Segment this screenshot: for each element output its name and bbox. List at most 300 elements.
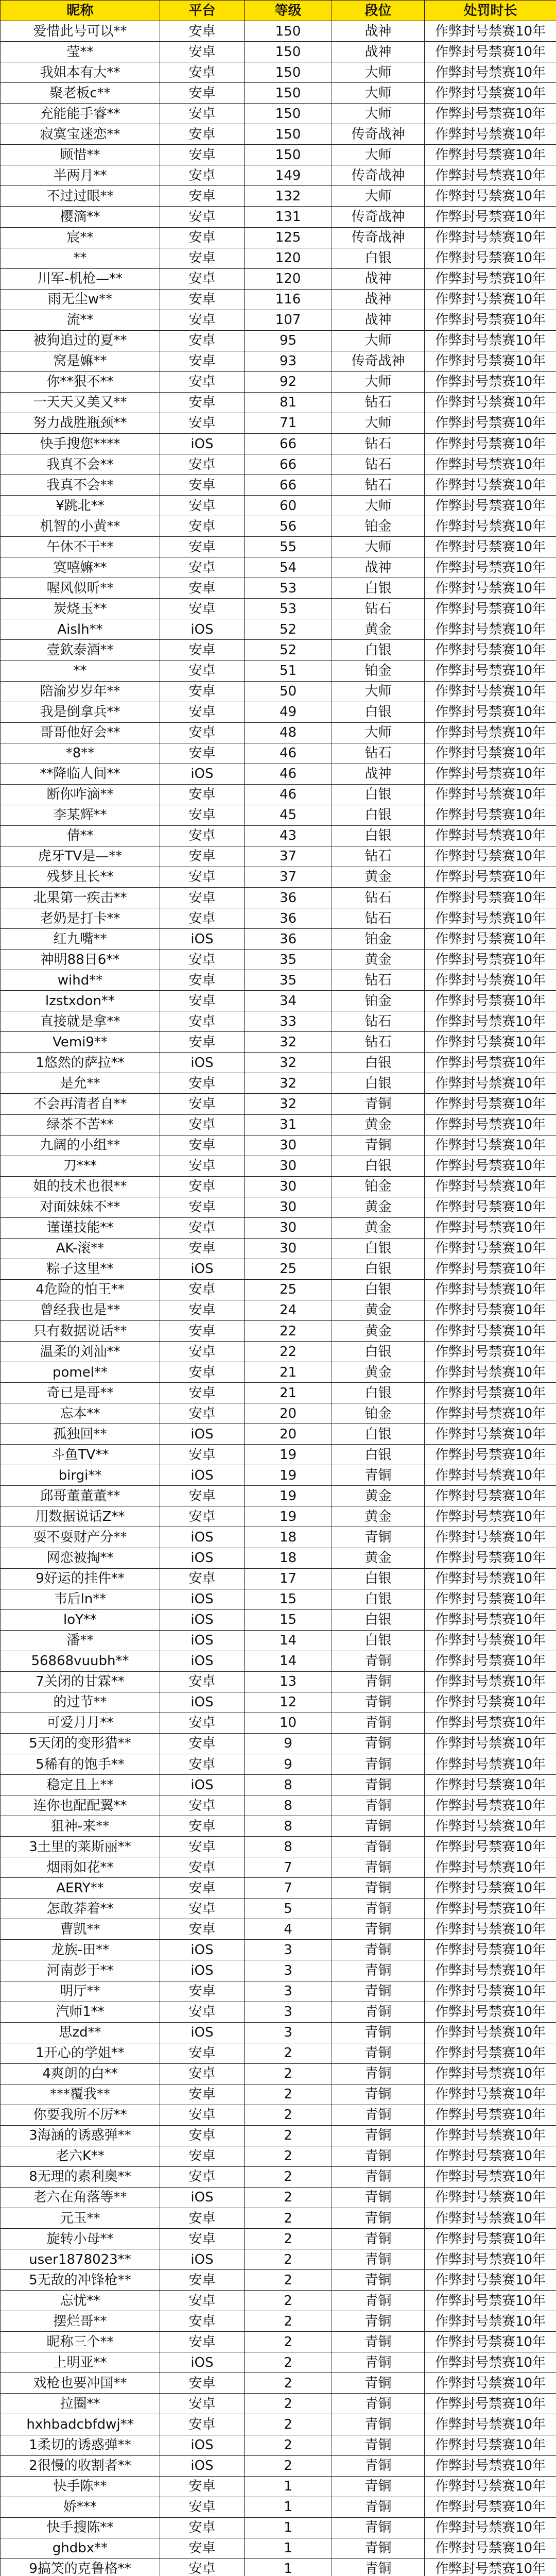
- table-row: [1, 1321, 556, 1342]
- cell-nickname: 汽师1**: [1, 2002, 160, 2022]
- cell-penalty: 作弊封号禁赛10年: [425, 2414, 556, 2435]
- cell-platform: 安卓: [160, 1795, 245, 1816]
- cell-penalty: 作弊封号禁赛10年: [425, 1445, 556, 1465]
- cell-rank: 大师: [332, 681, 425, 702]
- cell-level: 2: [245, 2352, 332, 2373]
- table-row: [1, 660, 556, 681]
- cell-penalty: 作弊封号禁赛10年: [425, 970, 556, 991]
- cell-nickname: 雨无尘w**: [1, 289, 160, 310]
- cell-rank: 青铜: [332, 2249, 425, 2270]
- cell-platform: 安卓: [160, 1383, 245, 1403]
- table-row: [1, 2538, 556, 2558]
- table-row: [1, 1775, 556, 1795]
- cell-rank: 黄金: [332, 1217, 425, 1238]
- cell-level: 32: [245, 1073, 332, 1094]
- cell-rank: 白银: [332, 1238, 425, 1259]
- cell-level: 2: [245, 2105, 332, 2125]
- cell-nickname: 绿茶不苦**: [1, 1114, 160, 1135]
- cell-level: 8: [245, 1816, 332, 1837]
- cell-level: 150: [245, 62, 332, 83]
- cell-nickname: 我真不会**: [1, 475, 160, 496]
- cell-platform: iOS: [160, 1548, 245, 1568]
- cell-rank: 青铜: [332, 2311, 425, 2332]
- cell-rank: 钻石: [332, 908, 425, 929]
- cell-platform: 安卓: [160, 1135, 245, 1156]
- cell-platform: 安卓: [160, 784, 245, 805]
- cell-platform: 安卓: [160, 1568, 245, 1589]
- cell-level: 19: [245, 1506, 332, 1527]
- cell-penalty: 作弊封号禁赛10年: [425, 1197, 556, 1217]
- cell-rank: 钻石: [332, 970, 425, 991]
- cell-level: 150: [245, 42, 332, 62]
- cell-platform: iOS: [160, 1053, 245, 1073]
- cell-nickname: 李某辉**: [1, 805, 160, 825]
- table-row: [1, 846, 556, 867]
- cell-platform: 安卓: [160, 1300, 245, 1320]
- cell-platform: 安卓: [160, 1011, 245, 1032]
- cell-nickname: 只有数据说话**: [1, 1321, 160, 1342]
- cell-nickname: **降临人间**: [1, 764, 160, 784]
- cell-rank: 钻石: [332, 475, 425, 496]
- table-row: [1, 2291, 556, 2311]
- cell-platform: 安卓: [160, 2538, 245, 2558]
- cell-platform: 安卓: [160, 1671, 245, 1692]
- table-row: [1, 2146, 556, 2166]
- table-row: [1, 62, 556, 83]
- cell-rank: 大师: [332, 186, 425, 207]
- cell-nickname: 邱哥董董董**: [1, 1486, 160, 1506]
- cell-nickname: 9好运的挂件**: [1, 1568, 160, 1589]
- cell-penalty: 作弊封号禁赛10年: [425, 1053, 556, 1073]
- cell-rank: 青铜: [332, 2146, 425, 2166]
- table-row: [1, 83, 556, 104]
- cell-level: 13: [245, 1671, 332, 1692]
- cell-penalty: 作弊封号禁赛10年: [425, 2311, 556, 2332]
- cell-rank: 白银: [332, 1259, 425, 1279]
- cell-platform: 安卓: [160, 1403, 245, 1424]
- cell-platform: iOS: [160, 2352, 245, 2373]
- cell-platform: 安卓: [160, 1445, 245, 1465]
- cell-nickname: 戏枪也要冲国**: [1, 2373, 160, 2394]
- cell-nickname: Aislh**: [1, 619, 160, 640]
- cell-level: 43: [245, 825, 332, 846]
- header-rank: 段位: [332, 1, 425, 21]
- cell-penalty: 作弊封号禁赛10年: [425, 1568, 556, 1589]
- table-row: [1, 268, 556, 289]
- cell-platform: 安卓: [160, 1837, 245, 1857]
- cell-penalty: 作弊封号禁赛10年: [425, 1754, 556, 1774]
- table-row: [1, 2332, 556, 2352]
- cell-rank: 青铜: [332, 1671, 425, 1692]
- cell-level: 1: [245, 2517, 332, 2538]
- cell-level: 46: [245, 784, 332, 805]
- table-row: [1, 557, 556, 578]
- cell-rank: 白银: [332, 825, 425, 846]
- cell-rank: 白银: [332, 1156, 425, 1176]
- cell-nickname: 对面妹妹不**: [1, 1197, 160, 1217]
- cell-penalty: 作弊封号禁赛10年: [425, 62, 556, 83]
- cell-platform: 安卓: [160, 165, 245, 186]
- cell-level: 125: [245, 227, 332, 248]
- cell-penalty: 作弊封号禁赛10年: [425, 929, 556, 950]
- table-row: [1, 1981, 556, 2002]
- table-row: [1, 640, 556, 660]
- cell-platform: 安卓: [160, 1362, 245, 1383]
- table-row: [1, 2435, 556, 2455]
- cell-platform: 安卓: [160, 2270, 245, 2291]
- cell-rank: 青铜: [332, 2105, 425, 2125]
- cell-nickname: 莹**: [1, 42, 160, 62]
- cell-penalty: 作弊封号禁赛10年: [425, 888, 556, 908]
- cell-platform: 安卓: [160, 186, 245, 207]
- table-row: [1, 2249, 556, 2270]
- cell-rank: 大师: [332, 371, 425, 392]
- cell-platform: iOS: [160, 764, 245, 784]
- table-row: [1, 1424, 556, 1445]
- cell-nickname: 川军-机枪—**: [1, 268, 160, 289]
- table-row: [1, 1300, 556, 1320]
- cell-penalty: 作弊封号禁赛10年: [425, 2043, 556, 2063]
- cell-rank: 黄金: [332, 1362, 425, 1383]
- cell-level: 54: [245, 557, 332, 578]
- cell-penalty: 作弊封号禁赛10年: [425, 207, 556, 227]
- cell-platform: 安卓: [160, 1114, 245, 1135]
- table-row: [1, 1568, 556, 1589]
- cell-nickname: 旋转小母**: [1, 2229, 160, 2249]
- cell-nickname: *8**: [1, 743, 160, 764]
- cell-penalty: 作弊封号禁赛10年: [425, 2476, 556, 2497]
- cell-platform: 安卓: [160, 2291, 245, 2311]
- table-row: [1, 1217, 556, 1238]
- cell-level: 21: [245, 1362, 332, 1383]
- cell-rank: 大师: [332, 413, 425, 433]
- cell-rank: 青铜: [332, 2002, 425, 2022]
- table-row: [1, 1176, 556, 1197]
- cell-level: 2: [245, 2187, 332, 2208]
- cell-penalty: 作弊封号禁赛10年: [425, 1135, 556, 1156]
- cell-penalty: 作弊封号禁赛10年: [425, 599, 556, 619]
- table-body: [1, 21, 556, 2576]
- table-row: [1, 1816, 556, 1837]
- cell-level: 66: [245, 475, 332, 496]
- cell-level: 150: [245, 21, 332, 42]
- cell-level: 2: [245, 2229, 332, 2249]
- cell-platform: 安卓: [160, 454, 245, 475]
- cell-level: 3: [245, 1940, 332, 1960]
- cell-rank: 青铜: [332, 1981, 425, 2002]
- cell-platform: 安卓: [160, 1754, 245, 1774]
- cell-rank: 青铜: [332, 2497, 425, 2517]
- cell-level: 50: [245, 681, 332, 702]
- cell-platform: 安卓: [160, 805, 245, 825]
- cell-nickname: 炭烧玉**: [1, 599, 160, 619]
- cell-level: 2: [245, 2249, 332, 2270]
- cell-platform: 安卓: [160, 1073, 245, 1094]
- cell-nickname: birgi**: [1, 1465, 160, 1486]
- cell-rank: 白银: [332, 1053, 425, 1073]
- cell-platform: 安卓: [160, 950, 245, 970]
- cell-nickname: 宸**: [1, 227, 160, 248]
- cell-level: 35: [245, 970, 332, 991]
- table-row: [1, 2208, 556, 2229]
- cell-penalty: 作弊封号禁赛10年: [425, 1960, 556, 1981]
- cell-rank: 战神: [332, 42, 425, 62]
- cell-platform: 安卓: [160, 83, 245, 104]
- cell-rank: 大师: [332, 83, 425, 104]
- cell-nickname: 温柔的刘汕**: [1, 1342, 160, 1362]
- cell-platform: 安卓: [160, 124, 245, 145]
- table-row: [1, 433, 556, 454]
- cell-penalty: 作弊封号禁赛10年: [425, 1362, 556, 1383]
- table-row: [1, 2125, 556, 2146]
- cell-penalty: 作弊封号禁赛10年: [425, 2352, 556, 2373]
- table-row: [1, 1032, 556, 1053]
- table-row: [1, 929, 556, 950]
- cell-penalty: 作弊封号禁赛10年: [425, 743, 556, 764]
- cell-level: 8: [245, 1795, 332, 1816]
- cell-rank: 钻石: [332, 392, 425, 413]
- table-row: [1, 1857, 556, 1878]
- cell-platform: 安卓: [160, 2084, 245, 2105]
- cell-level: 116: [245, 289, 332, 310]
- cell-nickname: 快手搜陈**: [1, 2517, 160, 2538]
- cell-platform: 安卓: [160, 1032, 245, 1053]
- cell-nickname: 1悠然的萨拉**: [1, 1053, 160, 1073]
- table-row: [1, 578, 556, 599]
- cell-level: 19: [245, 1445, 332, 1465]
- cell-rank: 青铜: [332, 1465, 425, 1486]
- cell-level: 95: [245, 330, 332, 351]
- cell-level: 120: [245, 248, 332, 268]
- cell-level: 1: [245, 2538, 332, 2558]
- cell-rank: 青铜: [332, 2373, 425, 2394]
- cell-platform: 安卓: [160, 2063, 245, 2084]
- cell-platform: 安卓: [160, 351, 245, 371]
- cell-platform: iOS: [160, 619, 245, 640]
- cell-nickname: 午休不干**: [1, 537, 160, 557]
- cell-rank: 青铜: [332, 1960, 425, 1981]
- cell-nickname: 5无敌的冲锋枪**: [1, 2270, 160, 2291]
- cell-nickname: 倩**: [1, 825, 160, 846]
- cell-rank: 大师: [332, 104, 425, 124]
- table-row: [1, 207, 556, 227]
- cell-rank: 战神: [332, 289, 425, 310]
- cell-penalty: 作弊封号禁赛10年: [425, 1176, 556, 1197]
- cell-platform: 安卓: [160, 2414, 245, 2435]
- cell-nickname: wihd**: [1, 970, 160, 991]
- cell-rank: 铂金: [332, 516, 425, 537]
- cell-penalty: 作弊封号禁赛10年: [425, 557, 556, 578]
- cell-platform: 安卓: [160, 1342, 245, 1362]
- cell-rank: 青铜: [332, 1775, 425, 1795]
- cell-penalty: 作弊封号禁赛10年: [425, 351, 556, 371]
- cell-rank: 白银: [332, 248, 425, 268]
- cell-nickname: 努力战胜瓶颈**: [1, 413, 160, 433]
- cell-nickname: 用数据说话Z**: [1, 1506, 160, 1527]
- cell-platform: iOS: [160, 1692, 245, 1713]
- cell-rank: 大师: [332, 62, 425, 83]
- cell-nickname: 窝是嫲**: [1, 351, 160, 371]
- cell-penalty: 作弊封号禁赛10年: [425, 1878, 556, 1899]
- cell-rank: 黄金: [332, 1321, 425, 1342]
- cell-rank: 钻石: [332, 846, 425, 867]
- table-row: [1, 310, 556, 330]
- cell-nickname: AK-滚**: [1, 1238, 160, 1259]
- cell-platform: 安卓: [160, 145, 245, 165]
- cell-rank: 青铜: [332, 2352, 425, 2373]
- cell-platform: iOS: [160, 2249, 245, 2270]
- cell-level: 9: [245, 1754, 332, 1774]
- cell-platform: 安卓: [160, 888, 245, 908]
- cell-level: 32: [245, 1053, 332, 1073]
- cell-platform: 安卓: [160, 2394, 245, 2414]
- cell-nickname: 思zd**: [1, 2022, 160, 2043]
- cell-penalty: 作弊封号禁赛10年: [425, 1857, 556, 1878]
- cell-nickname: 娇***: [1, 2497, 160, 2517]
- cell-penalty: 作弊封号禁赛10年: [425, 1548, 556, 1568]
- cell-penalty: 作弊封号禁赛10年: [425, 165, 556, 186]
- cell-rank: 青铜: [332, 2414, 425, 2435]
- cell-nickname: 樱滴**: [1, 207, 160, 227]
- table-row: [1, 2166, 556, 2187]
- cell-penalty: 作弊封号禁赛10年: [425, 1342, 556, 1362]
- table-row: [1, 475, 556, 496]
- cell-level: 12: [245, 1692, 332, 1713]
- table-row: [1, 1011, 556, 1032]
- cell-nickname: 孤独回**: [1, 1424, 160, 1445]
- cell-platform: 安卓: [160, 1156, 245, 1176]
- cell-level: 20: [245, 1403, 332, 1424]
- cell-level: 7: [245, 1878, 332, 1899]
- cell-rank: 战神: [332, 310, 425, 330]
- cell-nickname: 老六K**: [1, 2146, 160, 2166]
- cell-penalty: 作弊封号禁赛10年: [425, 2517, 556, 2538]
- cell-platform: 安卓: [160, 2043, 245, 2063]
- cell-rank: 白银: [332, 1073, 425, 1094]
- cell-level: 92: [245, 371, 332, 392]
- cell-platform: 安卓: [160, 2517, 245, 2538]
- cell-penalty: 作弊封号禁赛10年: [425, 1692, 556, 1713]
- cell-nickname: 龙族-田**: [1, 1940, 160, 1960]
- cell-level: 53: [245, 578, 332, 599]
- table-row: [1, 1630, 556, 1651]
- cell-level: 30: [245, 1217, 332, 1238]
- cell-rank: 青铜: [332, 1713, 425, 1733]
- cell-nickname: 哥哥他好会**: [1, 722, 160, 743]
- cell-platform: 安卓: [160, 1197, 245, 1217]
- cell-rank: 传奇战神: [332, 124, 425, 145]
- cell-platform: iOS: [160, 1589, 245, 1609]
- cell-nickname: 曹凯**: [1, 1919, 160, 1940]
- header-penalty: 处罚时长: [425, 1, 556, 21]
- cell-level: 36: [245, 888, 332, 908]
- cell-rank: 青铜: [332, 1816, 425, 1837]
- table-row: [1, 991, 556, 1011]
- cell-rank: 青铜: [332, 2229, 425, 2249]
- table-row: [1, 970, 556, 991]
- cell-penalty: 作弊封号禁赛10年: [425, 2084, 556, 2105]
- cell-platform: 安卓: [160, 62, 245, 83]
- cell-nickname: 北果第一疾击**: [1, 888, 160, 908]
- cell-platform: 安卓: [160, 42, 245, 62]
- cell-penalty: 作弊封号禁赛10年: [425, 1156, 556, 1176]
- cell-platform: 安卓: [160, 227, 245, 248]
- cell-rank: 白银: [332, 1630, 425, 1651]
- cell-penalty: 作弊封号禁赛10年: [425, 1073, 556, 1094]
- cell-platform: 安卓: [160, 2373, 245, 2394]
- cell-penalty: 作弊封号禁赛10年: [425, 1630, 556, 1651]
- cell-nickname: 爱惜此号可以**: [1, 21, 160, 42]
- cell-level: 33: [245, 1011, 332, 1032]
- cell-rank: 大师: [332, 145, 425, 165]
- table-row: [1, 496, 556, 516]
- cell-level: 2: [245, 2063, 332, 2084]
- cell-nickname: 半两月**: [1, 165, 160, 186]
- cell-rank: 青铜: [332, 2558, 425, 2576]
- cell-penalty: 作弊封号禁赛10年: [425, 1775, 556, 1795]
- cell-penalty: 作弊封号禁赛10年: [425, 2063, 556, 2084]
- cell-platform: 安卓: [160, 104, 245, 124]
- cell-platform: iOS: [160, 2187, 245, 2208]
- cell-nickname: 虎牙TV是—**: [1, 846, 160, 867]
- cell-nickname: ¥跳北**: [1, 496, 160, 516]
- cell-platform: 安卓: [160, 371, 245, 392]
- cell-penalty: 作弊封号禁赛10年: [425, 537, 556, 557]
- cell-level: 36: [245, 908, 332, 929]
- cell-nickname: loY**: [1, 1609, 160, 1630]
- table-row: [1, 825, 556, 846]
- cell-level: 107: [245, 310, 332, 330]
- table-row: [1, 1837, 556, 1857]
- cell-penalty: 作弊封号禁赛10年: [425, 124, 556, 145]
- cell-platform: 安卓: [160, 722, 245, 743]
- cell-nickname: AERY**: [1, 1878, 160, 1899]
- cell-level: 49: [245, 702, 332, 722]
- table-row: [1, 805, 556, 825]
- table-row: [1, 1197, 556, 1217]
- cell-nickname: hxhbadcbfdwj**: [1, 2414, 160, 2435]
- table-row: [1, 1279, 556, 1300]
- cell-level: 30: [245, 1135, 332, 1156]
- cell-penalty: 作弊封号禁赛10年: [425, 145, 556, 165]
- table-row: [1, 42, 556, 62]
- table-row: [1, 702, 556, 722]
- cell-nickname: 曾经我也是**: [1, 1300, 160, 1320]
- cell-platform: 安卓: [160, 1217, 245, 1238]
- cell-rank: 铂金: [332, 991, 425, 1011]
- cell-nickname: 顾惜**: [1, 145, 160, 165]
- cell-platform: 安卓: [160, 970, 245, 991]
- cell-level: 2: [245, 2043, 332, 2063]
- cell-penalty: 作弊封号禁赛10年: [425, 2187, 556, 2208]
- cell-nickname: user1878023**: [1, 2249, 160, 2270]
- cell-rank: 青铜: [332, 2332, 425, 2352]
- cell-penalty: 作弊封号禁赛10年: [425, 1424, 556, 1445]
- cell-rank: 白银: [332, 1589, 425, 1609]
- table-row: [1, 1156, 556, 1176]
- table-row: [1, 1899, 556, 1919]
- cell-rank: 白银: [332, 702, 425, 722]
- table-row: [1, 1795, 556, 1816]
- table-row: [1, 1733, 556, 1754]
- cell-penalty: 作弊封号禁赛10年: [425, 516, 556, 537]
- cell-level: 32: [245, 1094, 332, 1114]
- cell-penalty: 作弊封号禁赛10年: [425, 702, 556, 722]
- cell-penalty: 作弊封号禁赛10年: [425, 1733, 556, 1754]
- cell-rank: 青铜: [332, 2166, 425, 2187]
- cell-rank: 青铜: [332, 2270, 425, 2291]
- table-row: [1, 888, 556, 908]
